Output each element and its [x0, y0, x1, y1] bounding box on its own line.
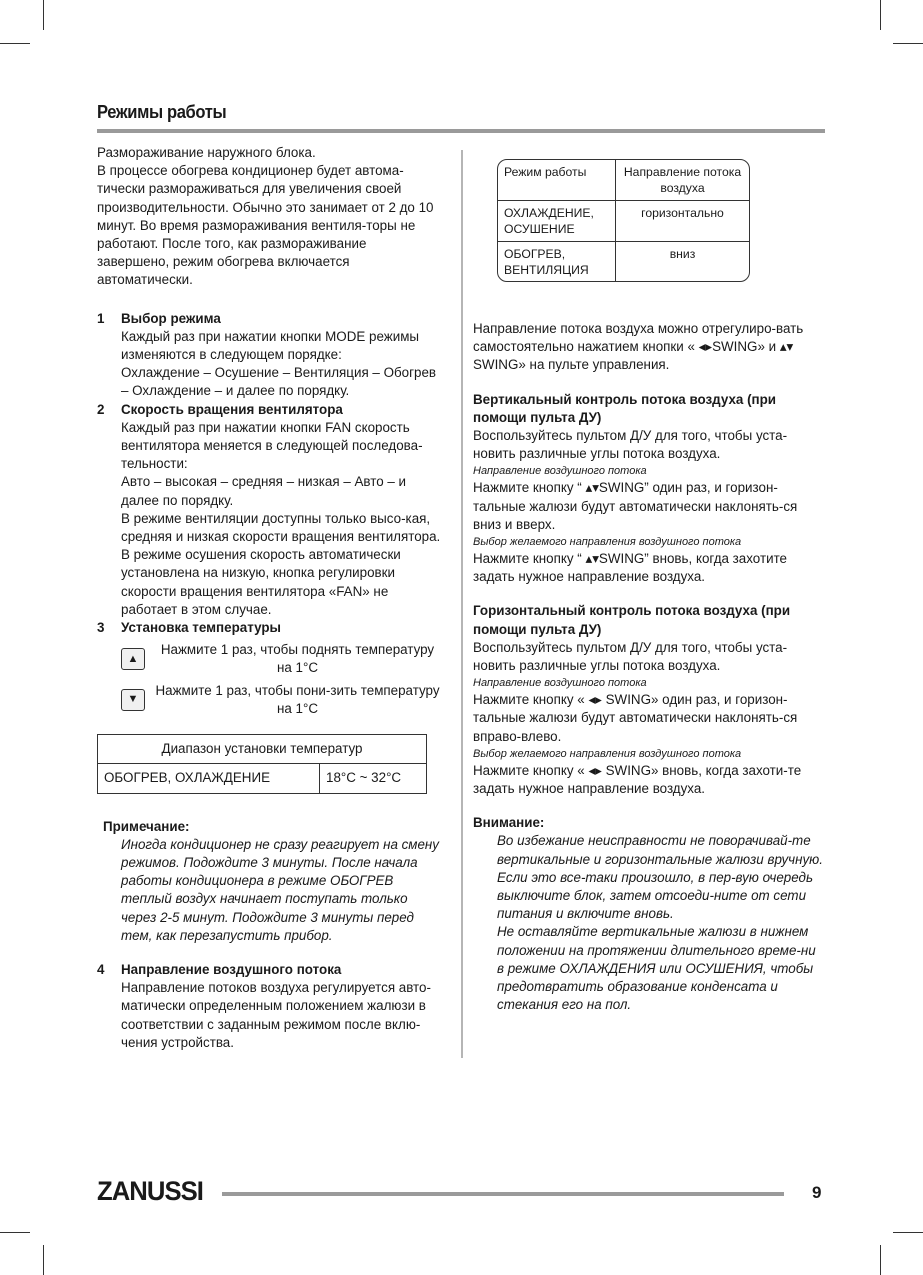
modes-row2-direction: вниз	[669, 247, 696, 261]
crop-mark	[880, 1245, 881, 1275]
title-rule	[97, 129, 825, 133]
temp-down-button-icon: ▼	[121, 689, 145, 711]
vertical-sub-direction: Направление воздушного потока	[473, 465, 647, 478]
section-mode-text: Каждый раз при нажатии кнопки MODE режимы изменяются в следующем порядке: Охлаждение – Осушение – Вентиляция – Обогрев – Охлаждение – и далее по порядку.	[121, 328, 437, 399]
modes-row1-mode: ОХЛАЖДЕНИЕ, ОСУШЕНИЕ	[498, 201, 616, 242]
temp-range-table	[97, 734, 427, 793]
horizontal-select-text: Нажмите кнопку « ◂▸ SWING» вновь, когда захоти-те задать нужное направление воздуха.	[473, 762, 802, 797]
temp-down-row	[121, 682, 442, 718]
vertical-select-text: Нажмите кнопку “ ▴▾SWING” вновь, когда захотите задать нужное направление воздуха.	[473, 551, 787, 585]
page-title: Режимы работы	[97, 102, 227, 122]
crop-mark	[0, 1232, 30, 1233]
page-number: 9	[812, 1183, 822, 1202]
note-title: Примечание:	[103, 818, 190, 834]
section-temp-heading: 3 Установка температуры	[97, 620, 281, 636]
airflow-mode-table	[497, 159, 750, 282]
warning-title: Внимание:	[473, 815, 545, 831]
section-airflow-text: Направление потоков воздуха регулируется авто-матически определенным положением жалюзи в соответствии с заданным режимом после вклю-чения устройства.	[121, 980, 431, 1050]
section-fan-heading: 2 Скорость вращения вентилятора	[97, 401, 343, 417]
horizontal-control-text: Воспользуйтесь пультом Д/У для того, чтобы уста-новить различные углы потока воздуха.	[473, 639, 788, 674]
modes-row2-mode: ОБОГРЕВ, ВЕНТИЛЯЦИЯ	[498, 242, 616, 283]
temp-up-row	[121, 641, 442, 677]
section-fan-text: Каждый раз при нажатии кнопки FAN скорость вентилятора меняется в следующей последова-тельности: Авто – высокая – средняя – низкая – Авто – и далее по порядку. В режиме вентиляции доступны только высо-кая, средняя и низкая скорости вращения вентилятора. В режиме осушения скорость автоматически установлена на низкую, кнопка регулировки скорости вращения вентилятора «FAN» не работает в этом случае.	[121, 419, 441, 617]
defrost-text: Размораживание наружного блока. В процессе обогрева кондиционер будет автома-тически размораживаться для увеличения своей производительности. Обычно это занимает от 2 до 10 минут. Во время размораживания вентиля-торы не работают. После того, как размораживание завершено, режим обогрева включается автоматически.	[97, 145, 434, 288]
footer-rule	[222, 1192, 784, 1196]
temp-down-text: Нажмите 1 раз, чтобы пони-зить температуру на 1°C	[155, 682, 440, 716]
section-airflow-heading: 4 Направление воздушного потока	[97, 961, 342, 977]
temp-up-button-icon: ▲	[121, 648, 145, 670]
modes-row1-direction: горизонтально	[616, 201, 750, 242]
note-text: Иногда кондиционер не сразу реагирует на смену режимов. Подождите 3 минуты. После начала работы кондиционера в режиме ОБОГРЕВ теплый воздух начинает поступать только через 2-5 минут. Подождите 3 минуты перед тем, как перезапустить прибор.	[121, 836, 440, 943]
warning-text: Во избежание неисправности не поворачивай-те вертикальные и горизонтальные жалюзи вручную. Если это все-таки произошло, в пер-вую очередь выключите блок, затем отсоеди-ните от сети питания и включите вновь. Не оставляйте вертикальные жалюзи в нижнем положении на протяжении длительного време-ни в режиме ОХЛАЖДЕНИЯ или ОСУШЕНИЯ, чтобы предотвратить образование конденсата и стекания его на пол.	[497, 833, 823, 1013]
crop-mark	[43, 0, 44, 30]
crop-mark	[893, 43, 923, 44]
temp-up-text: Нажмите 1 раз, чтобы поднять температуру на 1°C	[160, 642, 435, 676]
horizontal-swing-text: Нажмите кнопку « ◂▸ SWING» один раз, и горизон-тальные жалюзи будут автоматически наклонять-ся вправо-влево.	[473, 692, 798, 744]
vertical-control-title: Вертикальный контроль потока воздуха (при помощи пульта ДУ)	[473, 391, 777, 425]
horizontal-control-title: Горизонтальный контроль потока воздуха (при помощи пульта ДУ)	[473, 603, 791, 637]
crop-mark	[880, 0, 881, 30]
section-mode-heading: 1 Выбор режима	[97, 310, 221, 326]
adjust-text: Направление потока воздуха можно отрегулиро-вать самостоятельно нажатием кнопки « ◂▸SWING» и ▴▾ SWING» на пульте управления.	[473, 321, 804, 373]
left-column	[97, 144, 442, 1052]
modes-header-direction: Направление потока воздуха	[616, 160, 750, 201]
crop-mark	[43, 1245, 44, 1275]
crop-mark	[0, 43, 30, 44]
horizontal-sub-direction: Направление воздушного потока	[473, 677, 647, 690]
right-column	[473, 320, 825, 1015]
vertical-control-text: Воспользуйтесь пультом Д/У для того, чтобы уста-новить различные углы потока воздуха.	[473, 428, 788, 462]
vertical-sub-select: Выбор желаемого направления воздушного потока	[473, 536, 742, 549]
temp-range-mode: ОБОГРЕВ, ОХЛАЖДЕНИЕ	[98, 764, 320, 793]
temp-range-header: Диапазон установки температур	[98, 735, 427, 764]
temp-range-value: 18°C ~ 32°C	[320, 764, 427, 793]
modes-header-mode: Режим работы	[498, 160, 616, 201]
column-divider	[461, 150, 463, 1058]
vertical-swing-text: Нажмите кнопку “ ▴▾SWING” один раз, и горизон-тальные жалюзи будут автоматически наклонять-ся вниз и вверх.	[473, 480, 798, 532]
zanussi-logo: ZANUSSI	[97, 1176, 203, 1206]
horizontal-sub-select: Выбор желаемого направления воздушного потока	[473, 747, 742, 760]
crop-mark	[893, 1232, 923, 1233]
